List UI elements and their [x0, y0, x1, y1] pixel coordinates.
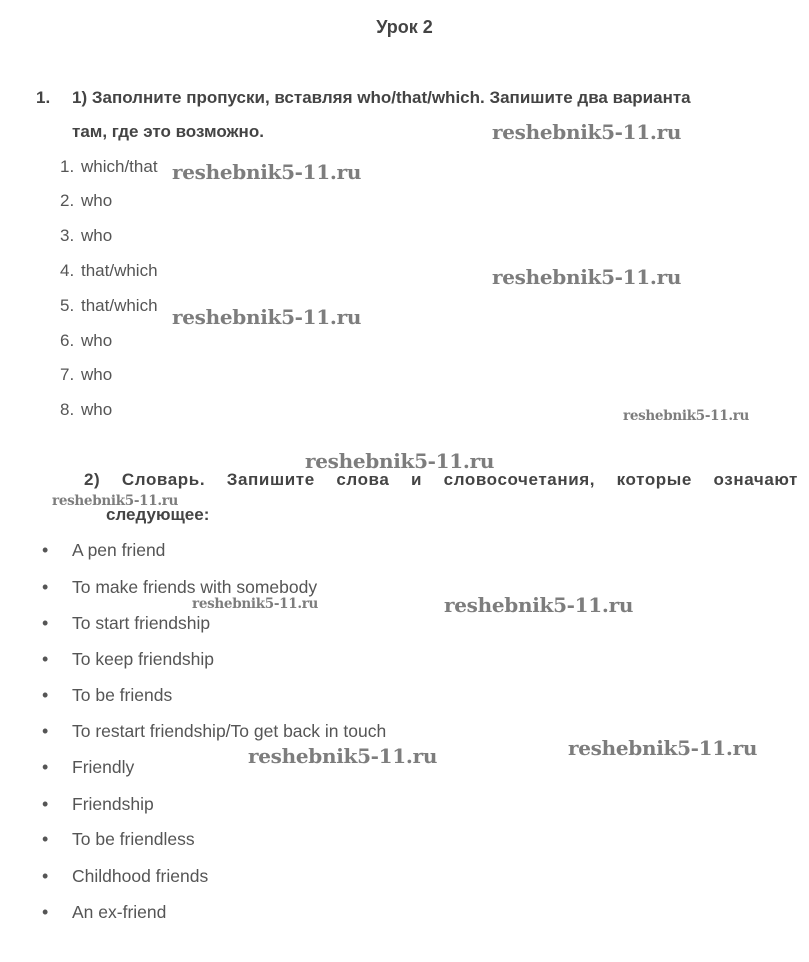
- list-item: To make friends with somebody: [72, 577, 318, 597]
- task-number: 1.: [36, 88, 51, 107]
- list-item: To start friendship: [72, 613, 211, 633]
- answer-item: 3. who: [60, 226, 113, 245]
- list-item: An ex-friend: [72, 902, 167, 922]
- watermark: reshebnik5-11.ru: [568, 736, 758, 760]
- list-item: To be friends: [72, 685, 173, 705]
- answer-item: 1. which/that: [60, 157, 158, 176]
- bullet-icon: •: [42, 866, 49, 886]
- answer-item: 7. who: [60, 365, 113, 384]
- bullet-icon: •: [42, 613, 49, 633]
- list-item: Friendly: [72, 757, 135, 777]
- watermark: reshebnik5-11.ru: [623, 408, 750, 424]
- section2-heading-line2: следующее:: [106, 505, 210, 524]
- list-item: Childhood friends: [72, 866, 209, 886]
- bullet-icon: •: [42, 829, 49, 849]
- task-heading-line2: там, где это возможно.: [72, 122, 264, 141]
- bullet-icon: •: [42, 902, 49, 922]
- list-item: Friendship: [72, 794, 154, 814]
- list-item: To be friendless: [72, 829, 195, 849]
- answer-item: 8. who: [60, 400, 113, 419]
- bullet-icon: •: [42, 540, 49, 560]
- watermark: reshebnik5-11.ru: [305, 449, 495, 473]
- watermark: reshebnik5-11.ru: [444, 593, 634, 617]
- bullet-icon: •: [42, 577, 49, 597]
- bullet-icon: •: [42, 649, 49, 669]
- section2-heading-line1: 2) Словарь. Запишите слова и словосочетания, которые означают: [84, 470, 798, 489]
- answer-item: 4. that/which: [60, 261, 158, 280]
- bullet-icon: •: [42, 685, 49, 705]
- list-item: A pen friend: [72, 540, 166, 560]
- page-title: Урок 2: [376, 17, 433, 37]
- list-item: To keep friendship: [72, 649, 215, 669]
- watermark: reshebnik5-11.ru: [248, 744, 438, 768]
- watermark: reshebnik5-11.ru: [492, 265, 682, 289]
- answer-item: 6. who: [60, 331, 113, 350]
- watermark: reshebnik5-11.ru: [192, 596, 319, 612]
- list-item: To restart friendship/To get back in touch: [72, 721, 387, 741]
- watermark: reshebnik5-11.ru: [492, 120, 682, 144]
- bullet-icon: •: [42, 757, 49, 777]
- watermark: reshebnik5-11.ru: [52, 493, 179, 509]
- bullet-icon: •: [42, 721, 49, 741]
- answer-item: 2. who: [60, 191, 113, 210]
- watermark: reshebnik5-11.ru: [172, 305, 362, 329]
- watermark: reshebnik5-11.ru: [172, 160, 362, 184]
- answer-item: 5. that/which: [60, 296, 158, 315]
- bullet-icon: •: [42, 794, 49, 814]
- task-heading-line1: 1) Заполните пропуски, вставляя who/that/which. Запишите два варианта: [72, 88, 691, 107]
